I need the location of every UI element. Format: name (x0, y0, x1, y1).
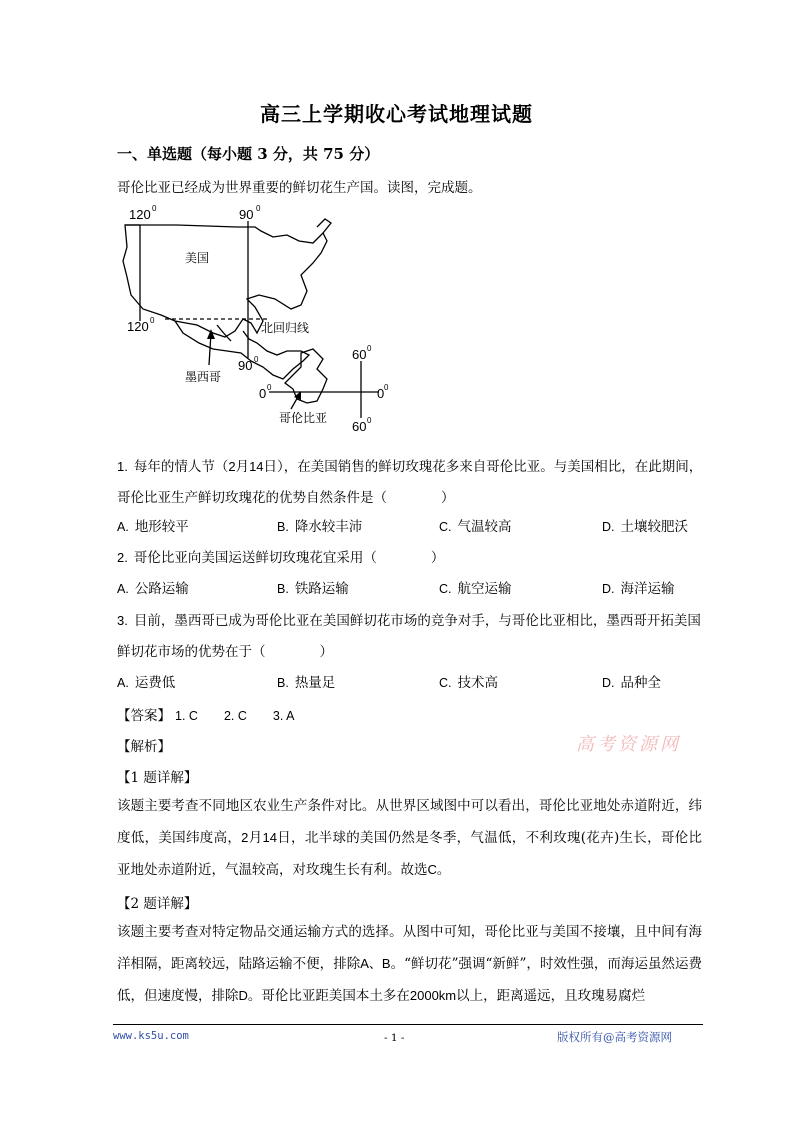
answer-item: 1. C (175, 709, 198, 723)
option-b[interactable]: B. 热量足 (277, 675, 336, 691)
map-lon-120-top: 120 (129, 207, 151, 222)
map-lon-120-bottom: 120 (127, 319, 149, 334)
map-label-tropic: 北回归线 (261, 321, 310, 335)
map-degree: 0 (150, 316, 155, 325)
mexico-inner (217, 325, 231, 341)
answer-label: 【答案】 (117, 708, 171, 724)
section-heading: 一、单选题（每小题 3 分，共 75 分） (117, 145, 380, 163)
question-number: 1. (117, 459, 128, 474)
map-zero-right: 0 (377, 386, 385, 401)
map-lon-90-top: 90 (239, 207, 254, 222)
option-c[interactable]: C. 航空运输 (439, 581, 512, 597)
map-label-usa: 美国 (185, 251, 210, 265)
question-1: 1. 每年的情人节（2月14日），在美国销售的鲜切玫瑰花多来自哥伦比亚。与美国相比，在此期间，哥伦比亚生产鲜切玫瑰花的优势自然条件是（ ） (117, 459, 703, 506)
americas-map (117, 203, 387, 435)
map-lat-60-top: 60 (352, 347, 367, 362)
map-degree: 0 (267, 383, 272, 392)
detail-2-paragraph: 该题主要考查对特定物品交通运输方式的选择。从图中可知，哥伦比亚与美国不接壤，且中间有海洋相隔，距离较远，陆路运输不便，排除A、B。“鲜切花”强调“新鲜”，时效性强，而海运虽然运费低，但速度慢，排除D。哥伦比亚距美国本土多在2000km以上，距离遥远，且玫瑰易腐烂 (117, 924, 703, 1004)
map-degree: 0 (367, 416, 372, 425)
footer-divider (113, 1024, 703, 1025)
map-label-mexico: 墨西哥 (185, 370, 222, 384)
option-d[interactable]: D. 土壤较肥沃 (602, 519, 688, 535)
option-b[interactable]: B. 铁路运输 (277, 581, 349, 597)
coast-detail (317, 219, 331, 233)
question-2-options (117, 577, 707, 599)
question-3-options (117, 671, 707, 693)
option-a[interactable]: A. 公路运输 (117, 581, 189, 597)
map-label-colombia: 哥伦比亚 (279, 411, 328, 425)
answer-line (117, 704, 320, 724)
answer-item: 2. C (223, 709, 247, 723)
detail-2-label: 【2 题详解】 (117, 896, 198, 912)
option-d[interactable]: D. 品种全 (602, 675, 661, 691)
option-a[interactable]: A. 运费低 (117, 675, 176, 691)
footer-copyright: 版权所有@高考资源网 (557, 1030, 672, 1044)
map-lat-60-bottom: 60 (352, 419, 367, 434)
intro-text: 哥伦比亚已经成为世界重要的鲜切花生产国。读图，完成题。 (117, 180, 482, 196)
map-lon-90-bottom: 90 (238, 358, 253, 373)
watermark: 高考资源网 (576, 734, 681, 755)
question-3: 3. 目前，墨西哥已成为哥伦比亚在美国鲜切花市场的竞争对手，与哥伦比亚相比，墨西哥开拓美国鲜切花市场的优势在于（ ） (117, 613, 701, 660)
map-degree: 0 (152, 204, 157, 213)
page-number: - 1 - (384, 1032, 405, 1044)
map-degree: 0 (256, 204, 261, 213)
option-a[interactable]: A. 地形较平 (117, 519, 189, 535)
question-1-options (117, 515, 707, 537)
answer-item: 3. A (272, 709, 295, 723)
map-degree: 0 (367, 344, 372, 353)
analysis-label: 【解析】 (117, 739, 171, 755)
option-d[interactable]: D. 海洋运输 (602, 581, 675, 597)
detail-1-paragraph: 该题主要考查不同地区农业生产条件对比。从世界区域图中可以看出，哥伦比亚地处赤道附近，纬度低，美国纬度高，2月14日，北半球的美国仍然是冬季，气温低，不利玫瑰(花卉)生长，哥伦比亚地处赤道附近，气温较高，对玫瑰生长有利。故选C。 (117, 798, 702, 878)
option-c[interactable]: C. 气温较高 (439, 519, 512, 535)
map-degree: 0 (384, 383, 389, 392)
detail-1-label: 【1 题详解】 (117, 770, 198, 786)
footer-site-link[interactable]: www.ks5u.com (113, 1030, 189, 1042)
page-title: 高三上学期收心考试地理试题 (260, 102, 533, 126)
question-2: 2. 哥伦比亚向美国运送鲜切玫瑰花宜采用（ ） (117, 550, 445, 566)
map-degree: 0 (254, 355, 259, 364)
option-b[interactable]: B. 降水较丰沛 (277, 519, 363, 535)
option-c[interactable]: C. 技术高 (439, 675, 498, 691)
map-zero-left: 0 (259, 386, 267, 401)
